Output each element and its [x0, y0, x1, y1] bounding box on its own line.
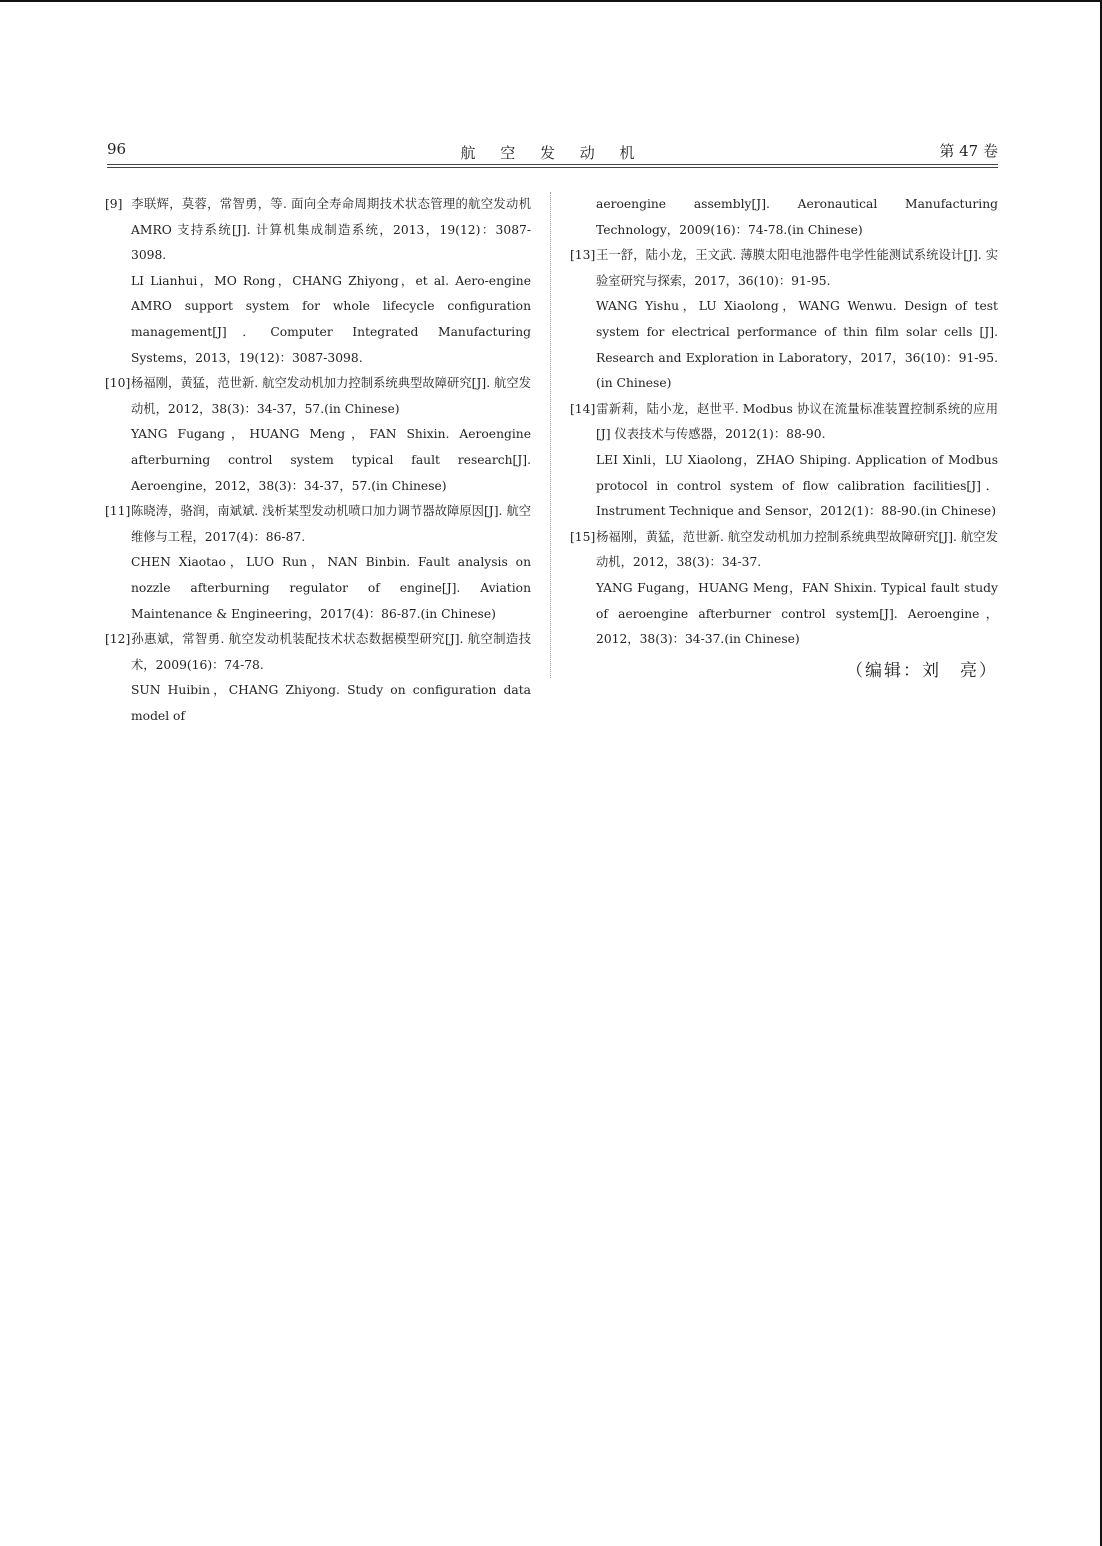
editor-note: （编辑：刘 亮） [846, 660, 998, 681]
reference-item [105, 192, 531, 371]
reference-column-right [570, 192, 998, 684]
journal-title: 航 空 发 动 机 [460, 144, 645, 162]
reference-item [570, 192, 998, 243]
page-number: 96 [107, 140, 127, 158]
reference-label: [11] [105, 504, 131, 519]
reference-en: WANG Yishu，LU Xiaolong，WANG Wenwu. Design of test system for electrical performance of thin film solar cells [J]. Research and Exploration in Laboratory，2017，36(10)：91-95.(in Chinese) [596, 299, 998, 391]
reference-cn: [9] 李联辉，莫蓉，常智勇，等. 面向全寿命周期技术状态管理的航空发动机 AMRO 支持系统[J]. 计算机集成制造系统，2013，19(12)：3087-3098. [105, 192, 531, 269]
column-divider [550, 192, 551, 678]
reference-label: [12] [105, 632, 131, 647]
volume-label: 第 47 卷 [939, 142, 998, 160]
reference-cn: [12]孙惠斌，常智勇. 航空发动机装配技术状态数据模型研究[J]. 航空制造技术，2009(16)：74-78. [105, 627, 531, 678]
reference-label: [13] [570, 248, 596, 263]
reference-en: aeroengine assembly[J]. Aeronautical Manufacturing Technology，2009(16)：74-78.(in Chinese) [596, 197, 998, 237]
reference-label: [9] [105, 197, 123, 211]
header-rule-bottom [107, 167, 998, 168]
reference-cn: [13]王一舒，陆小龙，王文武. 薄膜太阳电池器件电学性能测试系统设计[J]. 实验室研究与探索，2017，36(10)：91-95. [570, 243, 998, 294]
reference-item [105, 371, 531, 499]
reference-cn: [10]杨福刚，黄猛，范世新. 航空发动机加力控制系统典型故障研究[J]. 航空发动机，2012，38(3)：34-37，57.(in Chinese) [105, 371, 531, 422]
page-frame-top [0, 0, 1102, 2]
reference-item [570, 525, 998, 653]
reference-column-left [105, 192, 531, 729]
reference-en: SUN Huibin，CHANG Zhiyong. Study on configuration data model of [131, 683, 531, 723]
reference-item [570, 397, 998, 525]
reference-en: YANG Fugang，HUANG Meng，FAN Shixin. Aeroengine afterburning control system typical fault research[J]. Aeroengine，2012，38(3)：34-37，57.(in Chinese) [131, 427, 531, 493]
reference-en: LI Lianhui，MO Rong，CHANG Zhiyong，et al. Aero-engine AMRO support system for whole lifecycle configuration management[J]．Computer Integrated Manufacturing Systems，2013，19(12)：3087-3098. [131, 273, 531, 365]
reference-label: [15] [570, 529, 596, 544]
reference-item [105, 627, 531, 729]
reference-en: CHEN Xiaotao，LUO Run，NAN Binbin. Fault analysis on nozzle afterburning regulator of engine[J]. Aviation Maintenance & Engineering，2017(4)：86-87.(in Chinese) [131, 555, 531, 621]
reference-item [570, 243, 998, 397]
reference-label: [10] [105, 376, 131, 391]
reference-cn: [14]雷新莉，陆小龙，赵世平. Modbus 协议在流量标准装置控制系统的应用[J] 仪表技术与传感器，2012(1)：88-90. [570, 397, 998, 448]
reference-label: [14] [570, 401, 596, 416]
reference-cn: [11]陈晓涛，骆润，南斌斌. 浅析某型发动机喷口加力调节器故障原因[J]. 航空维修与工程，2017(4)：86-87. [105, 499, 531, 550]
reference-cn: [15]杨福刚，黄猛，范世新. 航空发动机加力控制系统典型故障研究[J]. 航空发动机，2012，38(3)：34-37. [570, 525, 998, 576]
reference-item [105, 499, 531, 627]
header-rule-top [107, 164, 998, 165]
running-header [107, 140, 998, 166]
reference-en: LEI Xinli，LU Xiaolong，ZHAO Shiping. Application of Modbus protocol in control system of flow calibration facilities[J]．Instrument Technique and Sensor，2012(1)：88-90.(in Chinese) [596, 452, 998, 519]
reference-en: YANG Fugang，HUANG Meng，FAN Shixin. Typical fault study of aeroengine afterburner control system[J]. Aeroengine，2012，38(3)：34-37.(in Chinese) [596, 580, 998, 647]
